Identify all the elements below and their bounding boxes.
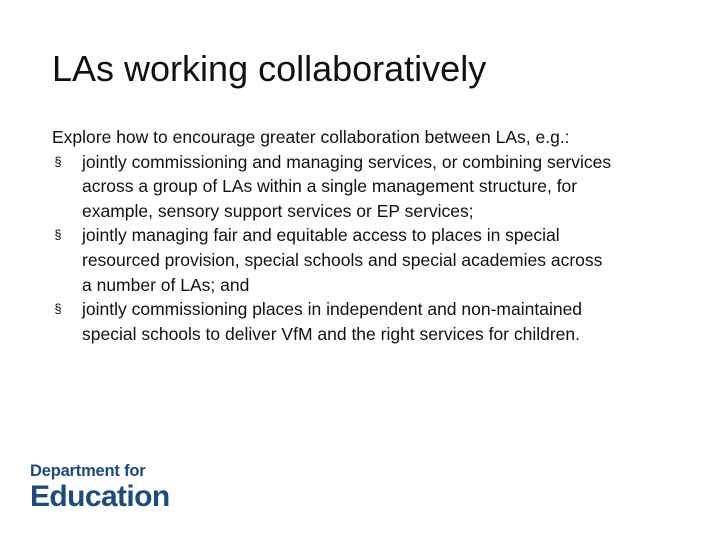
logo-line-education: Education <box>30 480 170 513</box>
bullet-text-line: jointly managing fair and equitable access to places in special <box>82 225 560 246</box>
bullet-text-line: a number of LAs; and <box>82 274 250 295</box>
bullet-text-line: jointly commissioning places in independent and non-maintained <box>82 299 583 320</box>
bullet-marker-icon: § <box>54 301 62 317</box>
bullet-text-line: special schools to deliver VfM and the right services for children. <box>82 323 581 344</box>
bullet-text-line: jointly commissioning and managing services, or combining services <box>82 151 612 172</box>
bullet-marker-icon: § <box>54 153 62 169</box>
slide-body <box>52 125 702 346</box>
bullet-marker-icon: § <box>54 227 62 243</box>
bullet-text-line: resourced provision, special schools and special academies across <box>82 249 603 270</box>
bullet-item <box>52 223 702 297</box>
bullet-item <box>52 297 702 346</box>
bullet-list <box>52 150 702 347</box>
slide-title: LAs working collaboratively <box>52 48 487 89</box>
logo-line-department-for: Department for <box>30 462 146 480</box>
bullet-text-line: example, sensory support services or EP services; <box>82 200 474 221</box>
intro-text: Explore how to encourage greater collaboration between LAs, e.g.: <box>52 127 570 147</box>
department-for-education-logo <box>30 462 170 513</box>
bullet-text-line: across a group of LAs within a single management structure, for <box>82 176 578 197</box>
bullet-item <box>52 150 702 224</box>
